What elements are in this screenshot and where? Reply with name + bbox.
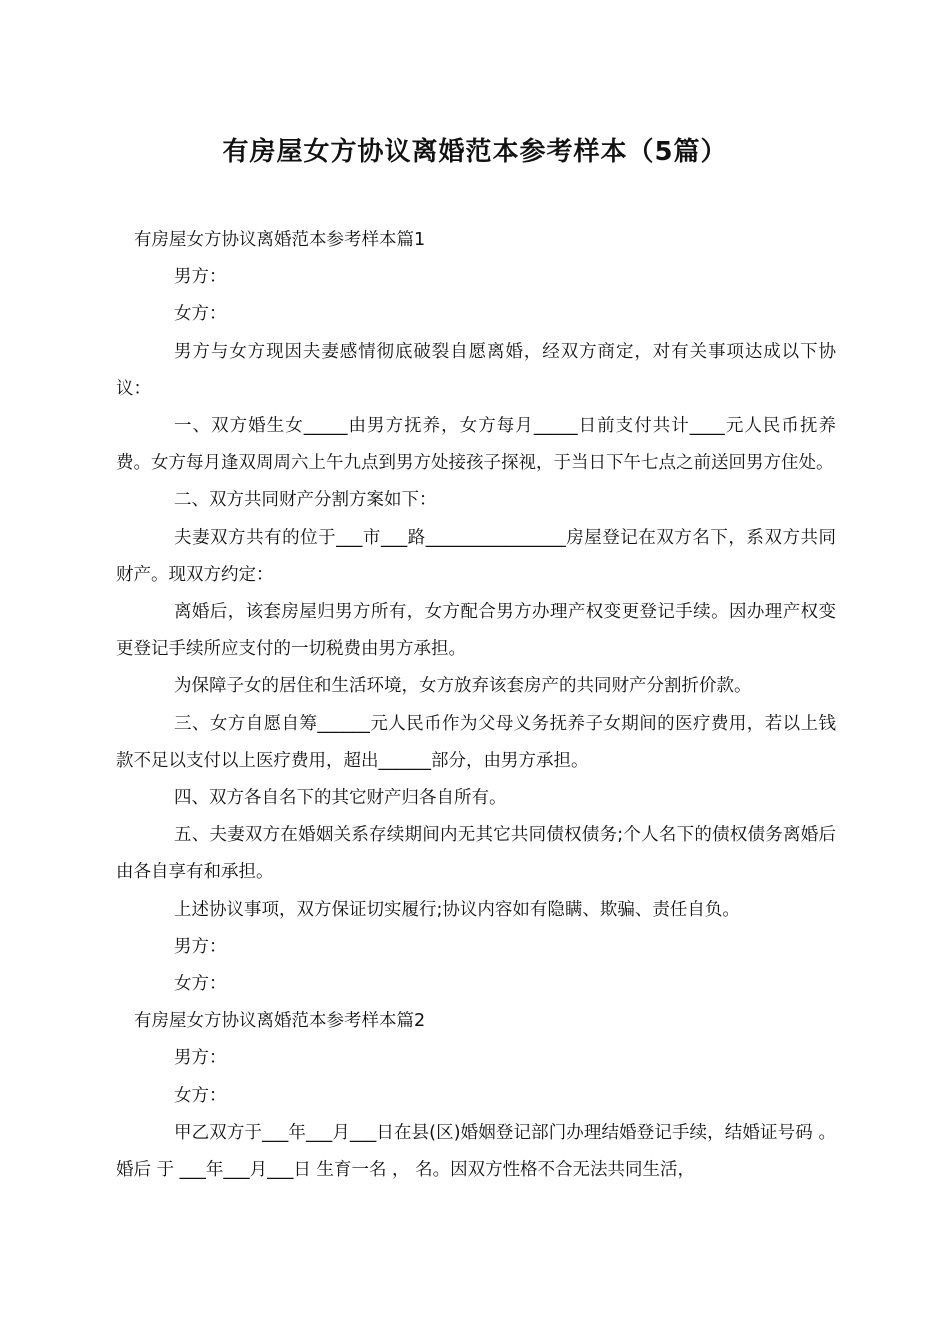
section-heading: 有房屋女方协议离婚范本参考样本篇1 <box>134 230 426 250</box>
paragraph: 男方与女方现因夫妻感情彻底破裂自愿离婚，经双方商定，对有关事项达成以下协议： <box>116 341 836 399</box>
paragraph: 为保障子女的居住和生活环境，女方放弃该套房产的共同财产分割折价款。 <box>174 676 752 697</box>
document-title: 有房屋女方协议离婚范本参考样本（5篇） <box>222 137 728 167</box>
paragraph: 甲乙双方于___年___月___日在县(区)婚姻登记部门办理结婚登记手续，结婚证号码 。 婚后 于 ___年___月___日 生育一名 ， 名。因双方性格不合无法共同生活， <box>116 1122 836 1181</box>
paragraph: 男方： <box>174 936 227 957</box>
paragraph: 四、双方各自名下的其它财产归各自所有。 <box>174 788 507 809</box>
paragraph: 男方： <box>174 1048 227 1069</box>
section-heading: 有房屋女方协议离婚范本参考样本篇2 <box>134 1011 426 1032</box>
paragraph: 女方： <box>174 1085 227 1106</box>
paragraph: 男方： <box>174 267 227 288</box>
paragraph: 夫妻双方共有的位于___市___路________________房屋登记在双方名下，系双方共同财产。现双方约定： <box>116 527 836 585</box>
paragraph: 五、夫妻双方在婚姻关系存续期间内无其它共同债权债务;个人名下的债权债务离婚后由各自享有和承担。 <box>116 825 836 883</box>
paragraph: 一、双方婚生女_____由男方抚养，女方每月_____日前支付共计____元人民币抚养费。女方每月逢双周周六上午九点到男方处接孩子探视，于当日下午七点之前送回男方住处。 <box>116 416 836 474</box>
paragraph: 离婚后，该套房屋归男方所有，女方配合男方办理产权变更登记手续。因办理产权变更登记手续所应支付的一切税费由男方承担。 <box>116 602 836 660</box>
paragraph: 女方： <box>174 974 227 995</box>
paragraph: 女方： <box>174 304 227 325</box>
paragraph: 上述协议事项，双方保证切实履行;协议内容如有隐瞒、欺骗、责任自负。 <box>174 899 740 920</box>
paragraph: 二、双方共同财产分割方案如下： <box>174 490 437 511</box>
paragraph: 三、女方自愿自筹______元人民币作为父母义务抚养子女期间的医疗费用，若以上钱款不足以支付以上医疗费用，超出______部分，由男方承担。 <box>116 713 836 771</box>
document-body <box>116 222 836 1189</box>
